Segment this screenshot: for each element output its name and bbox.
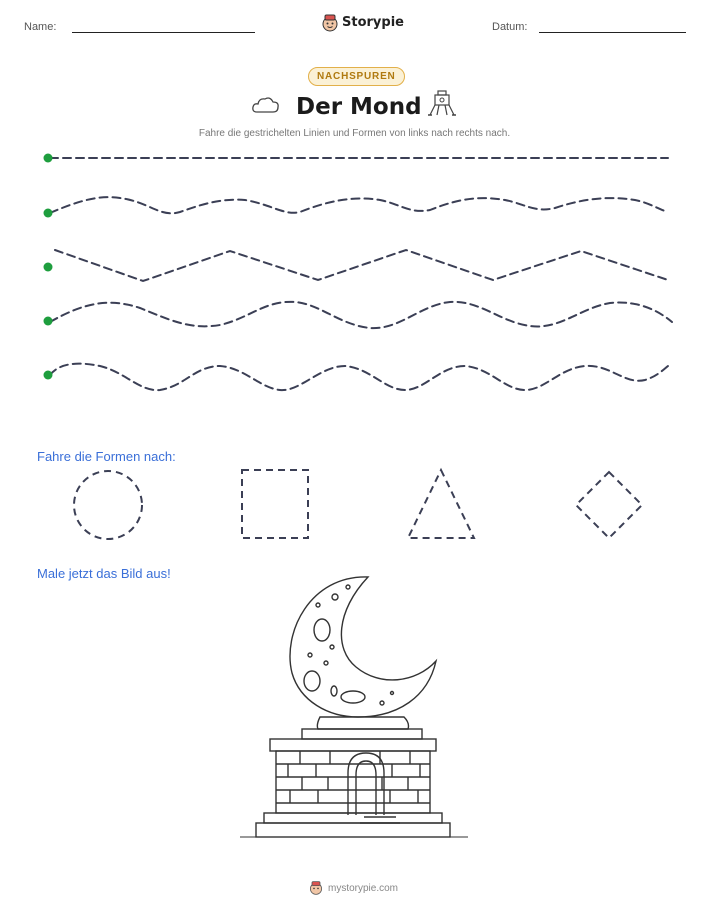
storypie-logo [320,12,404,34]
date-line[interactable] [539,32,686,33]
dashed-square [242,470,308,538]
dashed-circle [74,471,142,539]
footer-url[interactable]: mystorypie.com [328,883,399,894]
moon-monument-coloring-image [240,575,468,843]
brand-name: Storypie [342,15,404,30]
footer-mascot-icon [308,880,324,896]
dashed-diamond [576,472,642,538]
dashed-triangle [408,470,474,538]
category-badge: NACHSPUREN [308,67,405,86]
start-dot-3 [44,263,53,272]
shapes-heading: Fahre die Formen nach: [37,449,176,464]
coloring-heading: Male jetzt das Bild aus! [37,566,171,581]
name-label: Name: [24,21,57,33]
start-dot-4 [44,317,53,326]
start-dot-1 [44,154,53,163]
storypie-mascot-icon [320,13,340,33]
badge-wrap [308,66,402,84]
tracing-line-wave-deep [50,364,668,390]
instructions-text: Fahre die gestrichelten Linien und Formen von links nach rechts nach. [198,128,511,139]
start-dot-2 [44,209,53,218]
page-title: Der Mond [296,94,422,120]
tracing-line-wave [50,197,668,213]
tracing-lines [0,140,709,400]
tracing-line-zigzag [55,250,668,281]
name-line[interactable] [72,32,255,33]
lunar-lander-icon [426,89,458,119]
tracing-line-wave-2 [50,302,672,328]
start-dot-5 [44,371,53,380]
cloud-icon [251,93,281,117]
date-label: Datum: [492,21,528,33]
tracing-shapes [0,462,709,552]
